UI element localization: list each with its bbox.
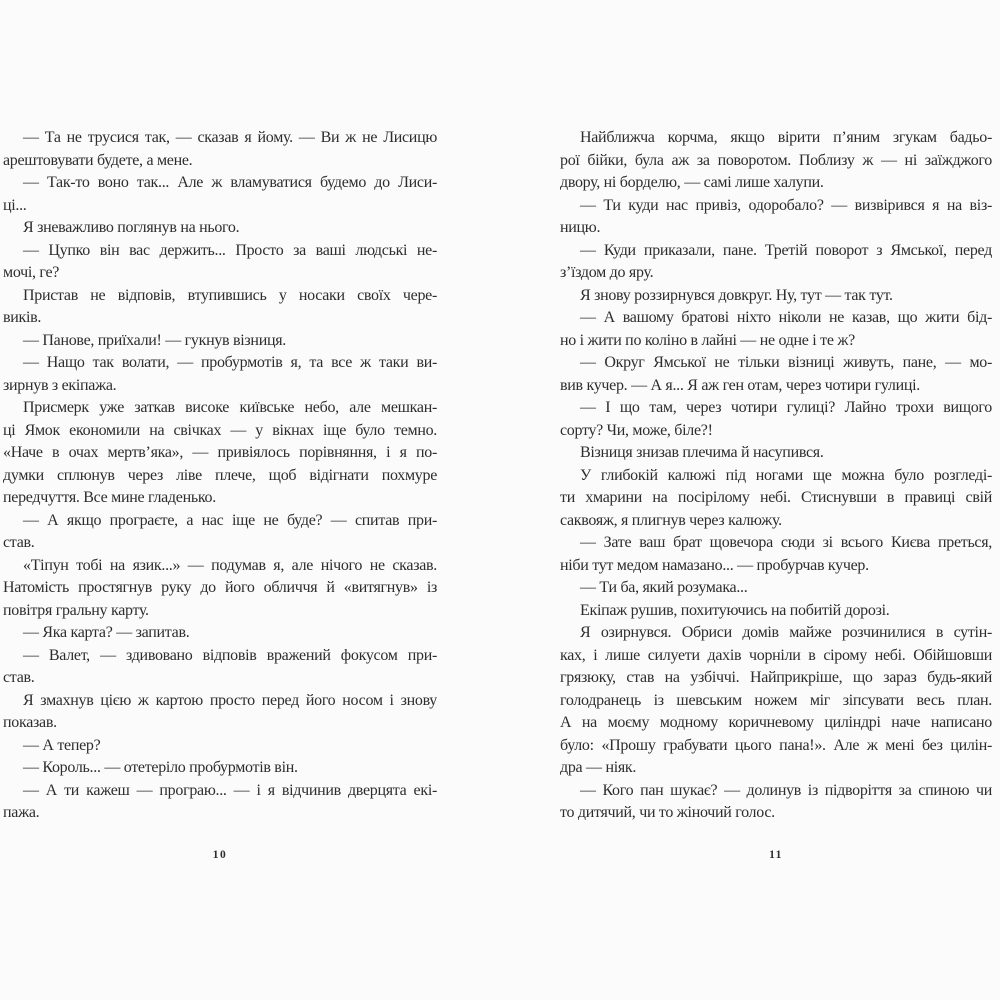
- text-line: Присмерк уже заткав високе київське небо, але мешкан-: [23, 399, 437, 416]
- text-line: передчуття. Все мине гладенько.: [3, 489, 216, 506]
- book-page-right-text-column: [560, 127, 992, 825]
- text-line: — Зате ваш брат щовечора сюди зі всього Києва преться,: [580, 534, 992, 551]
- text-line: «Тіпун тобі на язик...» — подумав я, але нічого не сказав.: [23, 556, 437, 574]
- text-line: — Нащо так волати, — пробурмотів я, та все ж таки ви-: [23, 354, 437, 371]
- text-line: — Кого пан шукає? — долинув із підворіття за спиною чи: [580, 781, 992, 799]
- text-line: — Цупко він вас держить... Просто за ваші людські не-: [23, 241, 437, 259]
- text-line: — Та не трусися так, — сказав я йому. — Ви ж не Лисицю: [23, 129, 437, 146]
- text-line: — Валет, — здивовано відповів вражений фокусом при-: [23, 646, 437, 664]
- text-line: — І що там, через чотири гулиці? Лайно трохи вищого: [580, 399, 992, 416]
- text-line: У глибокій калюжі під ногами ще можна було розгледі-: [580, 466, 992, 484]
- text-line: но і жити по коліно в лайні — не одне і те ж?: [560, 331, 855, 349]
- text-line: — Панове, приїхали! — гукнув візниця.: [23, 331, 286, 349]
- text-line: Найближча корчма, якщо вірити п’яним згукам бадьо-: [580, 129, 992, 146]
- text-line: дра — ніяк.: [560, 759, 637, 776]
- text-line: Я знову роззирнувся довкруг. Ну, тут — так тут.: [580, 286, 893, 304]
- text-line: ці...: [3, 196, 27, 214]
- text-line: вив кучер. — А я... Я аж ген отам, через чотири гулиці.: [560, 376, 920, 394]
- text-line: ці Ямок економили на свічках — у вікнах іще було темно.: [3, 421, 437, 439]
- text-line: — Яка карта? — запитав.: [23, 624, 190, 641]
- text-line: став.: [3, 669, 35, 686]
- text-line: — Король... — отетеріло пробурмотів він.: [23, 759, 298, 776]
- text-line: — А ти кажеш — програю... — і я відчинив дверцята екі-: [23, 781, 437, 799]
- text-line: арештовувати будете, а мене.: [3, 151, 193, 169]
- text-line: Екіпаж рушив, похитуючись на побитій дорозі.: [580, 601, 890, 619]
- text-line: повітря гральну карту.: [3, 601, 149, 619]
- text-line: було: «Прошу грабувати цього пана!». Але ж мені без цилін-: [560, 736, 992, 754]
- text-line: Натомість простягнув руку до його обличчя й «витягнув» із: [3, 579, 437, 596]
- text-line: то дитячий, чи то жіночий голос.: [560, 804, 775, 821]
- text-line: — Округ Ямської не тільки візниці живуть, пане, — мо-: [580, 354, 992, 371]
- text-line: голодранець із шевським ножем міг зіпсувати весь план.: [560, 691, 992, 709]
- text-line: Я змахнув цією ж картою просто перед його носом і знову: [23, 691, 437, 709]
- text-line: саквояж, я плигнув через калюжу.: [560, 511, 782, 529]
- text-line: став.: [3, 534, 35, 551]
- text-line: — А вашому братові ніхто ніколи не казав, що жити бід-: [580, 309, 992, 326]
- text-line: показав.: [3, 714, 57, 731]
- page-number-left: 10: [212, 849, 228, 861]
- text-line: пажа.: [3, 804, 40, 821]
- text-line: грязюку, став на узбіччі. Найприкріше, що зараз будь-який: [560, 669, 992, 686]
- text-line: думки сплюнув через ліве плече, щоб відігнати похмуре: [3, 466, 437, 484]
- text-line: — Куди приказали, пане. Третій поворот з Ямської, перед: [580, 241, 992, 259]
- text-line: — А тепер?: [23, 736, 101, 754]
- text-line: ти хмарини на посірілому небі. Стиснувши в правиці свій: [560, 489, 992, 506]
- text-line: А на моєму модному коричневому циліндрі наче написано: [560, 714, 992, 731]
- text-line: ніби тут медом намазано... — пробурчав кучер.: [560, 556, 869, 574]
- text-line: з’їздом до яру.: [560, 264, 654, 281]
- text-line: зирнув з екіпажа.: [3, 376, 117, 394]
- text-line: — А якщо програєте, а нас іще не буде? — спитав при-: [23, 511, 437, 529]
- text-line: ках, і лише силуети дахів чорніли в сірому небі. Обійшовши: [560, 646, 992, 664]
- text-line: — Ти ба, який розумака...: [580, 579, 748, 596]
- text-line: виків.: [3, 309, 42, 326]
- text-line: рої бійки, була аж за поворотом. Поблизу ж — ні заїжджого: [560, 151, 992, 169]
- text-line: ницю.: [560, 219, 601, 236]
- text-line: — Так-то воно так... Але ж вламуватися будемо до Лиси-: [23, 174, 437, 191]
- text-line: Візниця знизав плечима й насупився.: [580, 444, 824, 461]
- book-page-left-text-column: [3, 127, 437, 825]
- text-line: двору, ні борделю, — самі лише халупи.: [560, 174, 824, 191]
- text-line: «Наче в очах мертв’яка», — привіялось порівняння, і я по-: [3, 444, 437, 461]
- text-line: мочі, ге?: [3, 264, 60, 281]
- text-line: Пристав не відповів, втупившись у носаки своїх чере-: [23, 286, 437, 304]
- page-number-right: 11: [769, 849, 783, 861]
- text-line: сорту? Чи, може, біле?!: [560, 421, 713, 439]
- text-line: — Ти куди нас привіз, одоробало? — визвірився я на віз-: [580, 196, 992, 214]
- text-line: Я озирнувся. Обриси домів майже розчинилися в сутін-: [580, 624, 992, 641]
- text-line: Я зневажливо поглянув на нього.: [23, 219, 240, 236]
